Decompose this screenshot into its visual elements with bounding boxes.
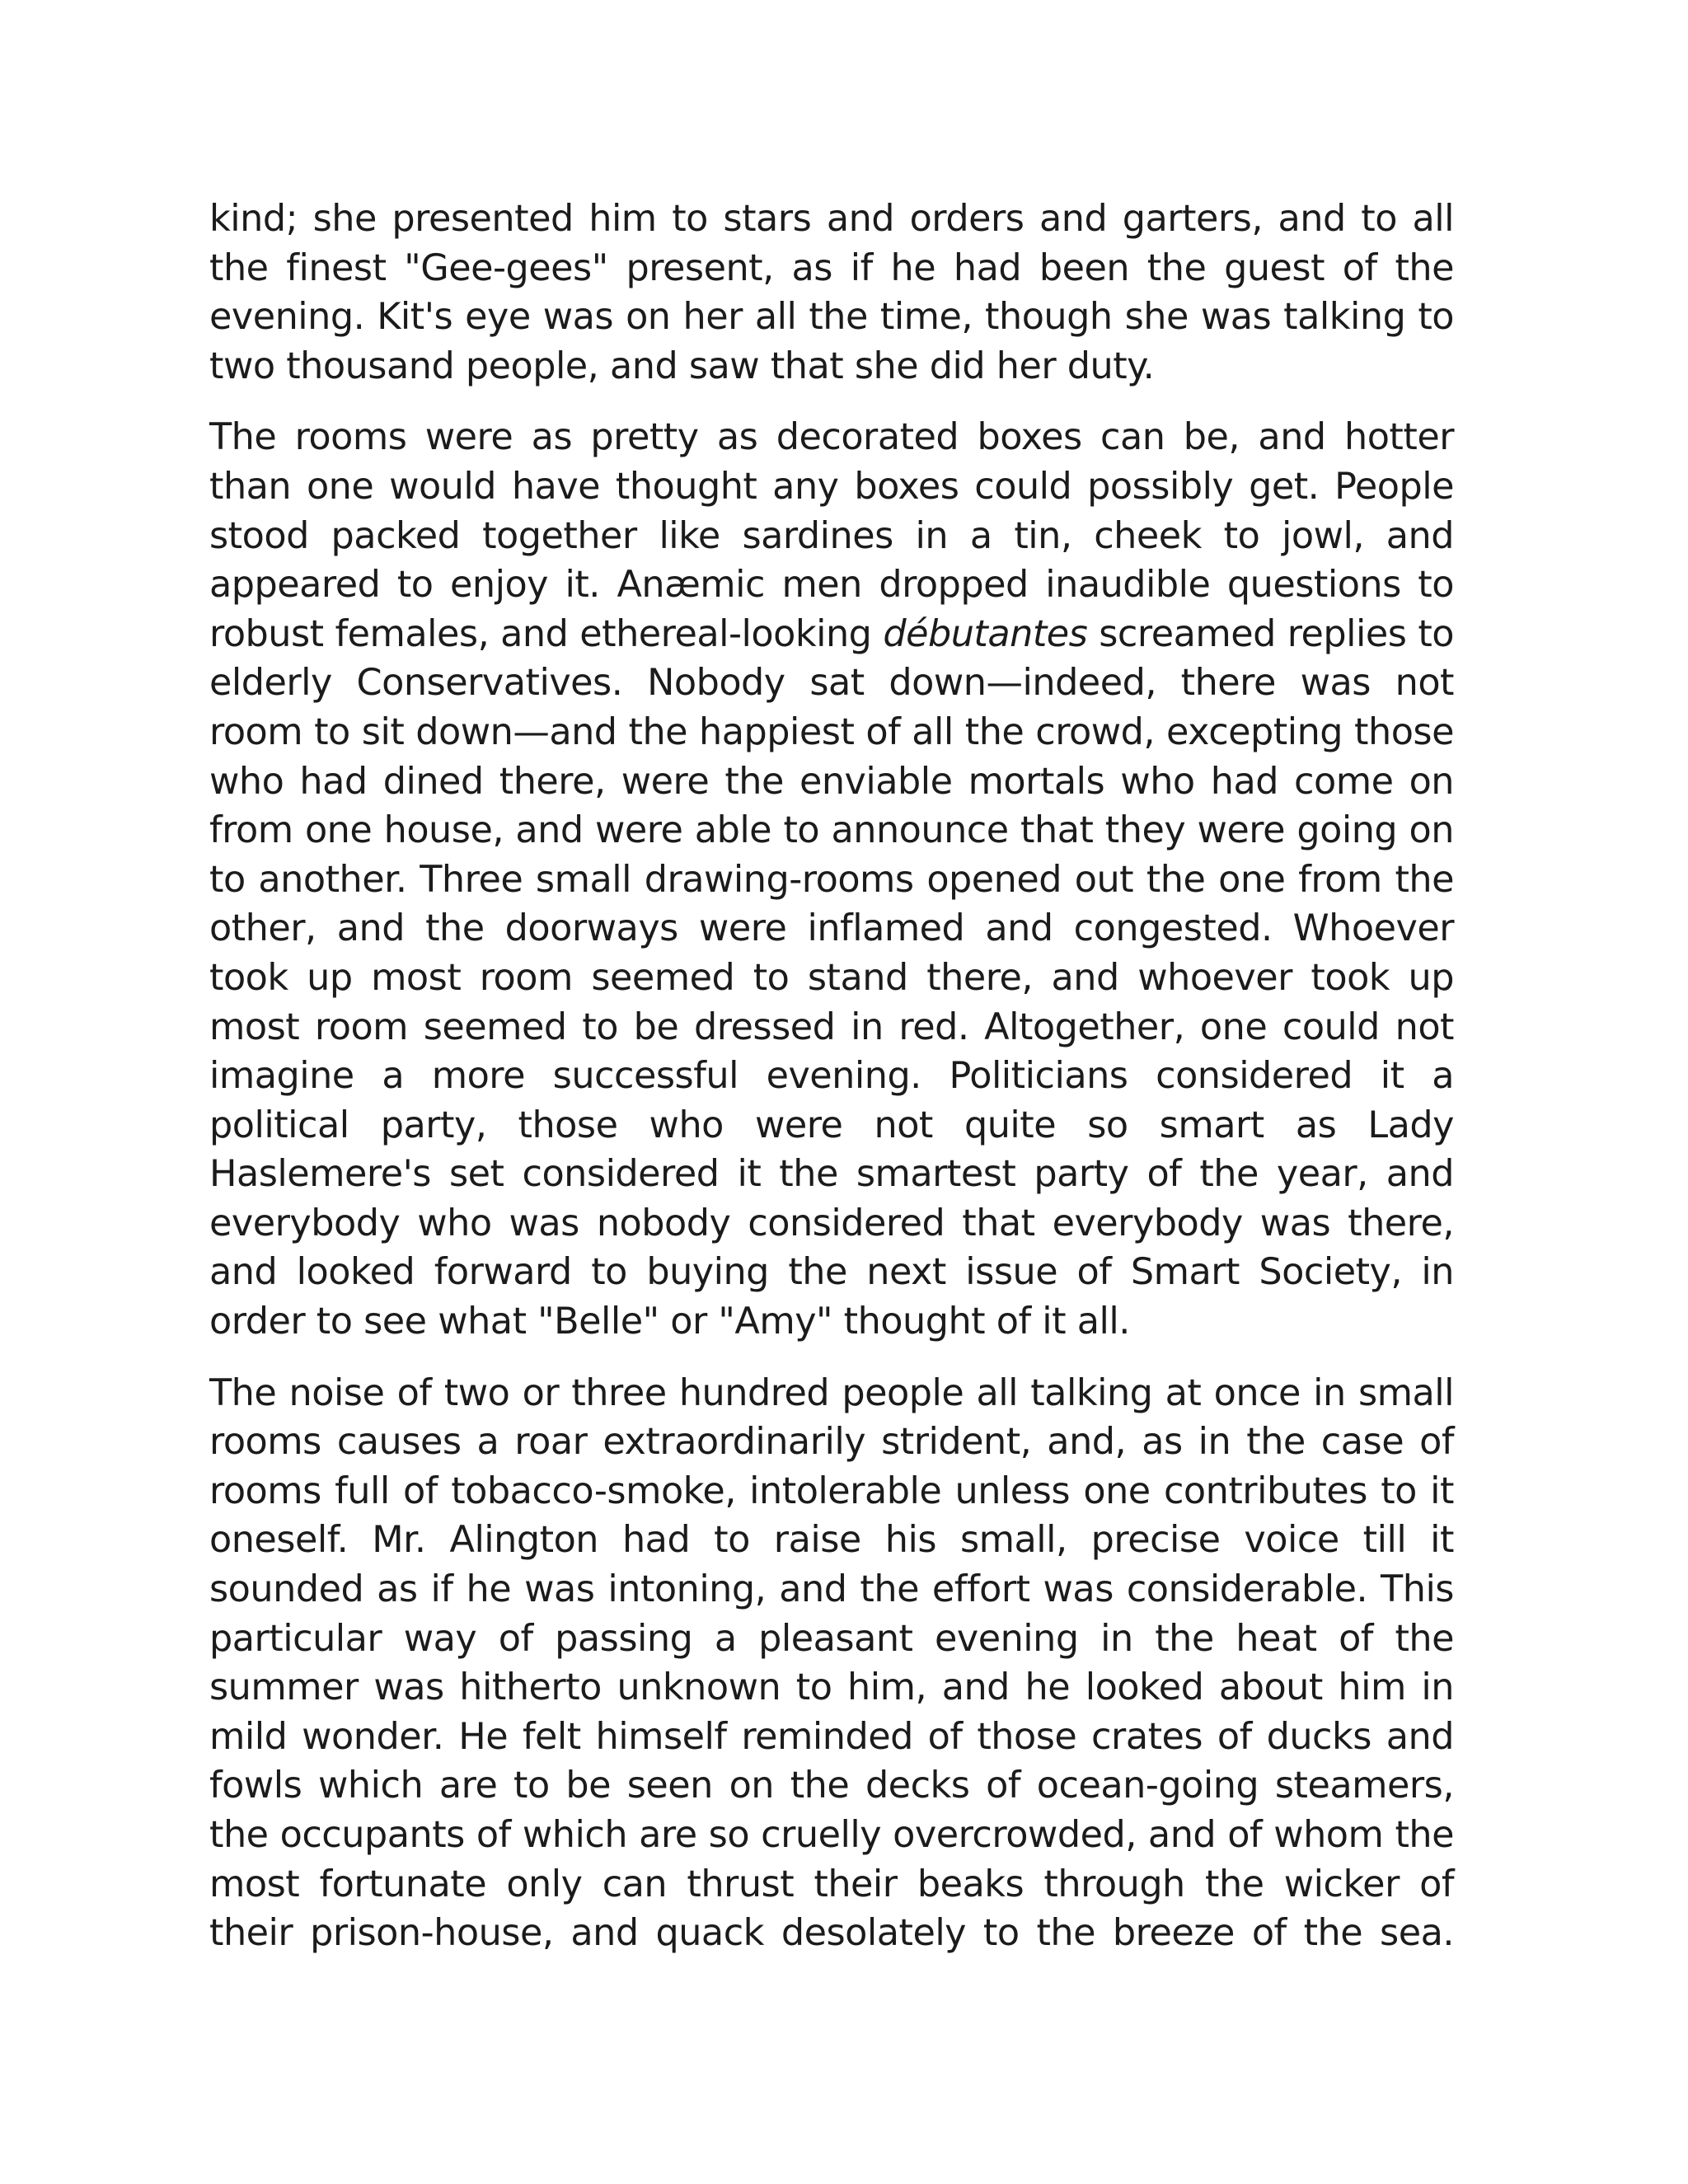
paragraph: kind; she presented him to stars and orders and garters, and to all the finest "Gee-gees" present, as if he had been the guest of the evening. Kit's eye was on her all the time, though she was talking to two thousand people, and saw that she did her duty. — [209, 198, 1454, 387]
paragraph — [209, 413, 1454, 1346]
italic-word: débutantes — [883, 612, 1088, 655]
paragraph-text: screamed replies to elderly Conservatives. Nobody sat down—indeed, there was not room to sit down—and the happiest of all the crowd, excepting those who had dined there, were the enviable mortals who had come on from one house, and were able to announce that they were going on to another. Three small drawing-rooms opened out the one from the other, and the doorways were inflamed and congested. Whoever took up most room seemed to stand there, and whoever took up most room seemed to be dressed in red. Altogether, one could not imagine a more successful evening. Politicians considered it a political party, those who were not quite so smart as Lady Haslemere's set considered it the smartest party of the year, and everybody who was nobody considered that everybody was there, and looked forward to buying the next issue of Smart Society, in order to see what "Belle" or "Amy" thought of it all. — [209, 612, 1454, 1343]
paragraph: The noise of two or three hundred people all talking at once in small rooms causes a roar extraordinarily strident, and, as in the case of rooms full of tobacco-smoke, intolerable unless one contributes to it oneself. Mr. Alington had to raise his small, precise voice till it sounded as if he was intoning, and the effort was considerable. This particular way of passing a pleasant evening in the heat of the summer was hitherto unknown to him, and he looked about him in mild wonder. He felt himself reminded of those crates of ducks and fowls which are to be seen on the decks of ocean-going steamers, the occupants of which are so cruelly overcrowded, and of whom the most fortunate only can thrust their beaks through the wicker of their prison-house, and quack desolately to the breeze of the sea. — [209, 1371, 1454, 1955]
paragraph-text: The rooms were as pretty as decorated boxes can be, and hotter than one would have thought any boxes could possibly get. People stood packed together like sardines in a tin, cheek to jowl, and appeared to enjoy it. Anæmic men dropped inaudible questions to robust females, and ethereal-looking — [209, 416, 1454, 655]
book-page — [209, 194, 1454, 1958]
